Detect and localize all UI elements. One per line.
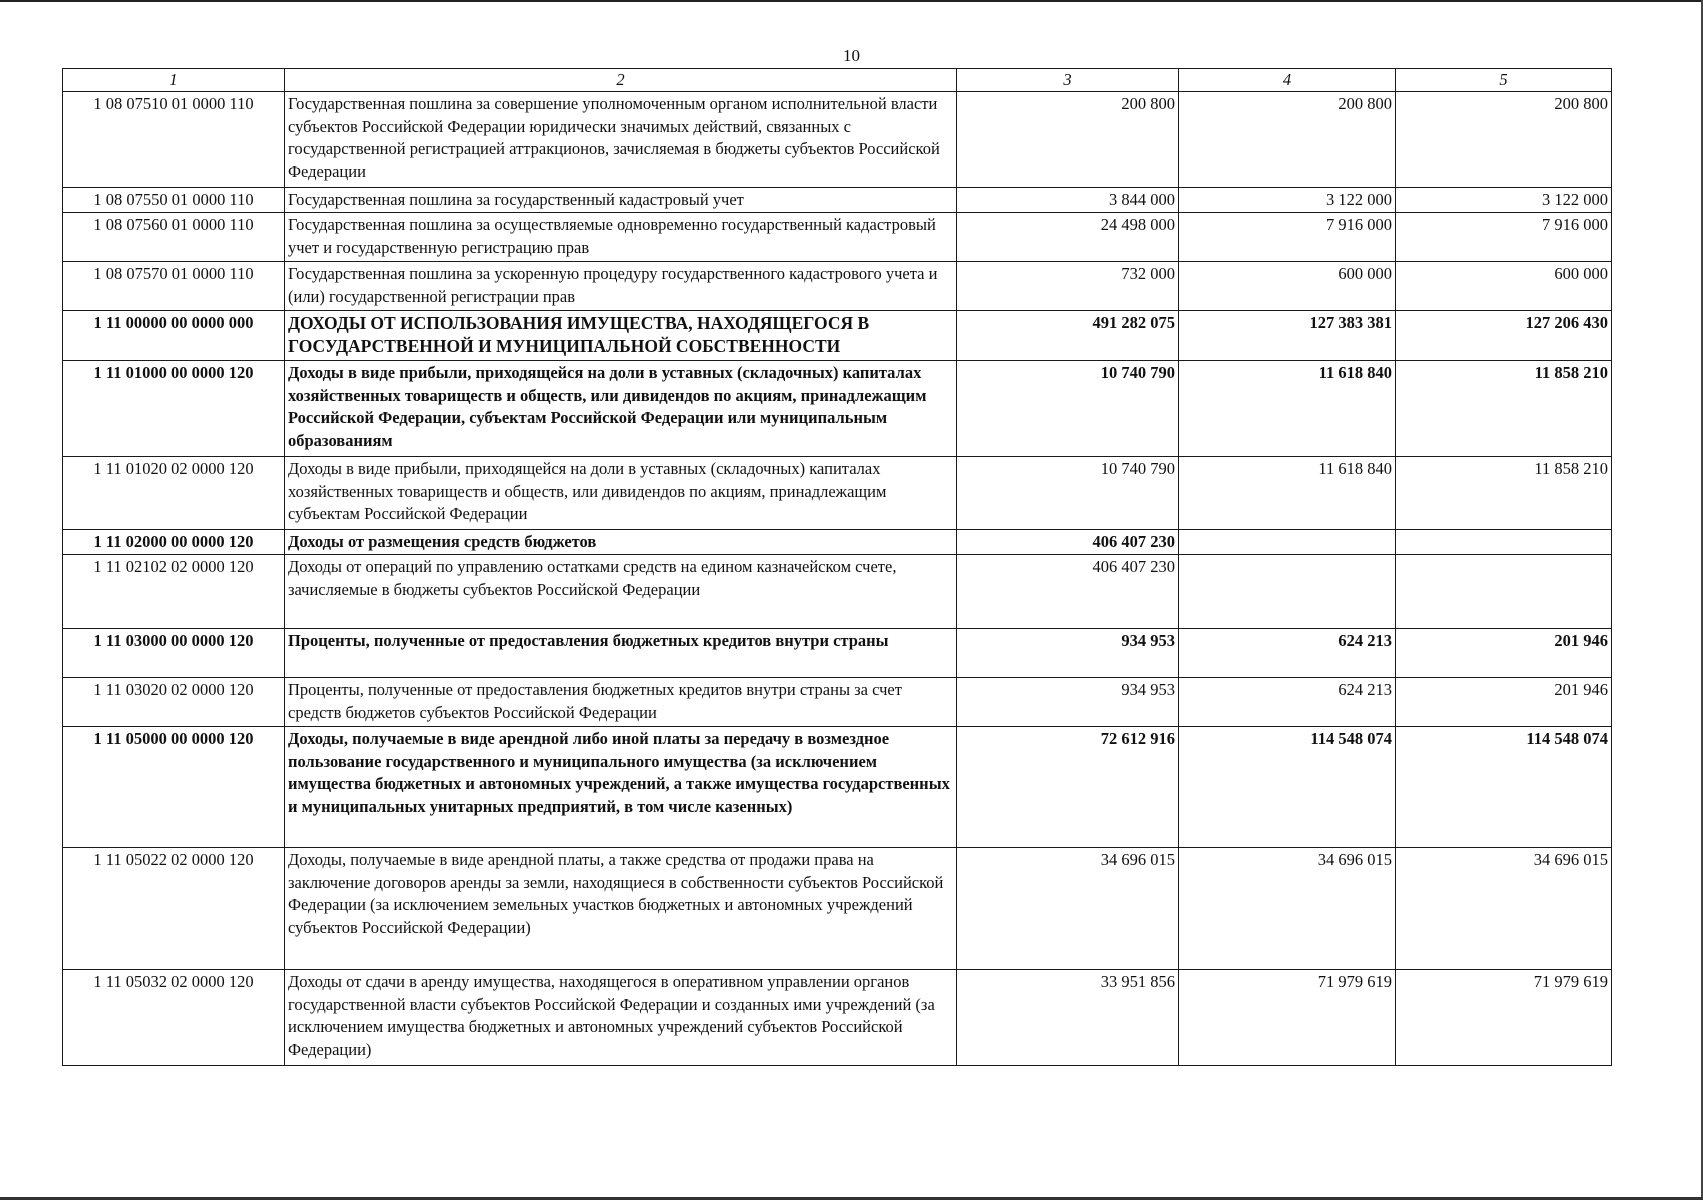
table-row bbox=[63, 213, 1612, 262]
amount-col3-cell: 491 282 075 bbox=[957, 311, 1179, 361]
amount-col3-cell: 406 407 230 bbox=[957, 530, 1179, 555]
amount-col4-cell: 200 800 bbox=[1179, 92, 1396, 188]
revenue-code-cell: 1 11 05000 00 0000 120 bbox=[63, 727, 285, 848]
revenue-name-cell: Доходы от сдачи в аренду имущества, находящегося в оперативном управлении органов государственной власти субъектов Российской Федерации и созданных ими учреждений (за исключением имущества бюджетных и автономных учреждений субъектов Российской Федерации) bbox=[285, 970, 957, 1066]
amount-col5-cell: 34 696 015 bbox=[1396, 848, 1612, 970]
amount-col3-cell: 10 740 790 bbox=[957, 457, 1179, 530]
amount-col3-cell: 406 407 230 bbox=[957, 555, 1179, 629]
revenue-code-cell: 1 11 02102 02 0000 120 bbox=[63, 555, 285, 629]
revenue-name-cell: ДОХОДЫ ОТ ИСПОЛЬЗОВАНИЯ ИМУЩЕСТВА, НАХОДЯЩЕГОСЯ В ГОСУДАРСТВЕННОЙ И МУНИЦИПАЛЬНОЙ СОБСТВЕННОСТИ bbox=[285, 311, 957, 361]
revenue-name-cell: Проценты, полученные от предоставления бюджетных кредитов внутри страны bbox=[285, 629, 957, 678]
column-header: 4 bbox=[1179, 69, 1396, 92]
table-row bbox=[63, 629, 1612, 678]
revenue-code-cell: 1 11 05032 02 0000 120 bbox=[63, 970, 285, 1066]
budget-table bbox=[62, 68, 1612, 1066]
revenue-name-cell: Государственная пошлина за государственный кадастровый учет bbox=[285, 188, 957, 213]
revenue-name-cell: Доходы, получаемые в виде арендной либо иной платы за передачу в возмездное пользование государственного и муниципального имущества (за исключением имущества бюджетных и автономных учреждений, а также имущества государственных и муниципальных унитарных предприятий, в том числе казенных) bbox=[285, 727, 957, 848]
column-header: 2 bbox=[285, 69, 957, 92]
amount-col5-cell: 200 800 bbox=[1396, 92, 1612, 188]
revenue-name-cell: Доходы от операций по управлению остатками средств на едином казначейском счете, зачисляемые в бюджеты субъектов Российской Федерации bbox=[285, 555, 957, 629]
table-row bbox=[63, 457, 1612, 530]
table-row bbox=[63, 727, 1612, 848]
amount-col4-cell: 34 696 015 bbox=[1179, 848, 1396, 970]
table-row bbox=[63, 188, 1612, 213]
amount-col4-cell: 114 548 074 bbox=[1179, 727, 1396, 848]
amount-col3-cell: 34 696 015 bbox=[957, 848, 1179, 970]
table-row bbox=[63, 848, 1612, 970]
page-number: 10 bbox=[843, 46, 860, 65]
revenue-name-cell: Проценты, полученные от предоставления бюджетных кредитов внутри страны за счет средств бюджетов субъектов Российской Федерации bbox=[285, 678, 957, 727]
revenue-code-cell: 1 11 01020 02 0000 120 bbox=[63, 457, 285, 530]
amount-col3-cell: 10 740 790 bbox=[957, 361, 1179, 457]
amount-col3-cell: 24 498 000 bbox=[957, 213, 1179, 262]
table-row bbox=[63, 311, 1612, 361]
amount-col5-cell: 114 548 074 bbox=[1396, 727, 1612, 848]
amount-col4-cell: 624 213 bbox=[1179, 629, 1396, 678]
amount-col4-cell bbox=[1179, 555, 1396, 629]
revenue-code-cell: 1 11 00000 00 0000 000 bbox=[63, 311, 285, 361]
revenue-name-cell: Доходы в виде прибыли, приходящейся на доли в уставных (складочных) капиталах хозяйственных товариществ и обществ, или дивидендов по акциям, принадлежащим Российской Федерации, субъектам Российской Федерации или муниципальным образованиям bbox=[285, 361, 957, 457]
table-row bbox=[63, 530, 1612, 555]
amount-col5-cell: 201 946 bbox=[1396, 629, 1612, 678]
revenue-code-cell: 1 08 07570 01 0000 110 bbox=[63, 262, 285, 311]
amount-col4-cell: 11 618 840 bbox=[1179, 457, 1396, 530]
amount-col4-cell bbox=[1179, 530, 1396, 555]
amount-col3-cell: 934 953 bbox=[957, 629, 1179, 678]
amount-col4-cell: 11 618 840 bbox=[1179, 361, 1396, 457]
column-header: 5 bbox=[1396, 69, 1612, 92]
amount-col3-cell: 33 951 856 bbox=[957, 970, 1179, 1066]
revenue-name-cell: Доходы в виде прибыли, приходящейся на доли в уставных (складочных) капиталах хозяйственных товариществ и обществ, или дивидендов по акциям, принадлежащим субъектам Российской Федерации bbox=[285, 457, 957, 530]
revenue-code-cell: 1 11 01000 00 0000 120 bbox=[63, 361, 285, 457]
amount-col4-cell: 600 000 bbox=[1179, 262, 1396, 311]
amount-col3-cell: 72 612 916 bbox=[957, 727, 1179, 848]
amount-col3-cell: 3 844 000 bbox=[957, 188, 1179, 213]
table-row bbox=[63, 92, 1612, 188]
revenue-name-cell: Доходы от размещения средств бюджетов bbox=[285, 530, 957, 555]
revenue-code-cell: 1 08 07550 01 0000 110 bbox=[63, 188, 285, 213]
revenue-code-cell: 1 11 05022 02 0000 120 bbox=[63, 848, 285, 970]
amount-col5-cell: 71 979 619 bbox=[1396, 970, 1612, 1066]
column-header: 1 bbox=[63, 69, 285, 92]
amount-col4-cell: 127 383 381 bbox=[1179, 311, 1396, 361]
table-row bbox=[63, 678, 1612, 727]
revenue-name-cell: Доходы, получаемые в виде арендной платы, а также средства от продажи права на заключение договоров аренды за земли, находящиеся в собственности субъектов Российской Федерации (за исключением земельных участков бюджетных и автономных учреждений субъектов Российской Федерации) bbox=[285, 848, 957, 970]
amount-col4-cell: 71 979 619 bbox=[1179, 970, 1396, 1066]
amount-col5-cell bbox=[1396, 555, 1612, 629]
revenue-code-cell: 1 08 07510 01 0000 110 bbox=[63, 92, 285, 188]
revenue-name-cell: Государственная пошлина за совершение уполномоченным органом исполнительной власти субъектов Российской Федерации юридически значимых действий, связанных с государственной регистрацией аттракционов, зачисляемая в бюджеты субъектов Российской Федерации bbox=[285, 92, 957, 188]
revenue-code-cell: 1 11 02000 00 0000 120 bbox=[63, 530, 285, 555]
amount-col5-cell: 201 946 bbox=[1396, 678, 1612, 727]
amount-col5-cell: 7 916 000 bbox=[1396, 213, 1612, 262]
revenue-name-cell: Государственная пошлина за осуществляемые одновременно государственный кадастровый учет и государственную регистрацию прав bbox=[285, 213, 957, 262]
revenue-code-cell: 1 11 03000 00 0000 120 bbox=[63, 629, 285, 678]
amount-col3-cell: 200 800 bbox=[957, 92, 1179, 188]
amount-col5-cell: 600 000 bbox=[1396, 262, 1612, 311]
revenue-code-cell: 1 11 03020 02 0000 120 bbox=[63, 678, 285, 727]
table-header-row bbox=[63, 69, 1612, 92]
amount-col3-cell: 934 953 bbox=[957, 678, 1179, 727]
table-row bbox=[63, 361, 1612, 457]
column-header: 3 bbox=[957, 69, 1179, 92]
amount-col5-cell: 11 858 210 bbox=[1396, 361, 1612, 457]
table-row bbox=[63, 262, 1612, 311]
scan-edge-top bbox=[0, 0, 1703, 2]
amount-col4-cell: 3 122 000 bbox=[1179, 188, 1396, 213]
amount-col5-cell: 127 206 430 bbox=[1396, 311, 1612, 361]
amount-col5-cell: 11 858 210 bbox=[1396, 457, 1612, 530]
table-row bbox=[63, 970, 1612, 1066]
amount-col3-cell: 732 000 bbox=[957, 262, 1179, 311]
revenue-code-cell: 1 08 07560 01 0000 110 bbox=[63, 213, 285, 262]
amount-col4-cell: 7 916 000 bbox=[1179, 213, 1396, 262]
amount-col5-cell: 3 122 000 bbox=[1396, 188, 1612, 213]
amount-col4-cell: 624 213 bbox=[1179, 678, 1396, 727]
amount-col5-cell bbox=[1396, 530, 1612, 555]
table-row bbox=[63, 555, 1612, 629]
revenue-name-cell: Государственная пошлина за ускоренную процедуру государственного кадастрового учета и (или) государственной регистрации прав bbox=[285, 262, 957, 311]
